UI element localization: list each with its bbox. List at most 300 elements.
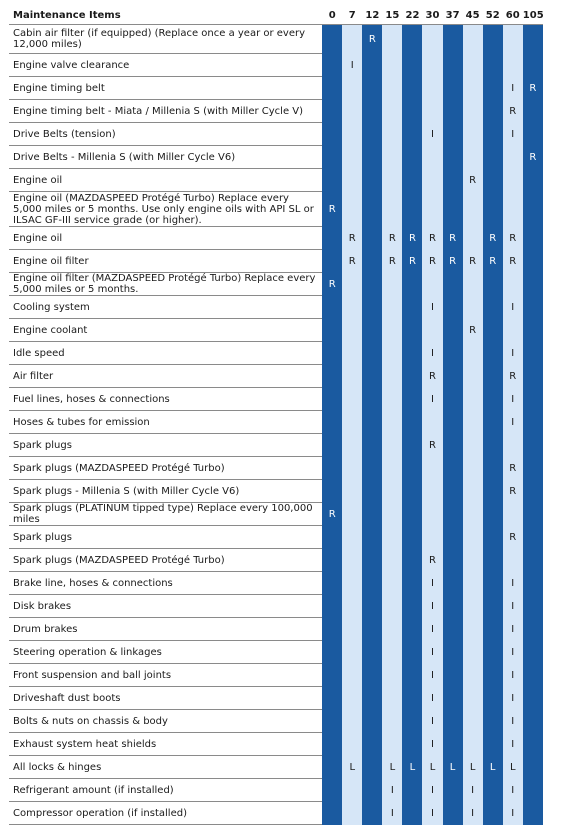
schedule-cell	[362, 549, 382, 572]
schedule-cell	[523, 572, 543, 595]
maintenance-item-label: Compressor operation (if installed)	[9, 802, 322, 825]
schedule-cell	[443, 687, 463, 710]
schedule-cell: I	[503, 342, 523, 365]
schedule-cell	[362, 779, 382, 802]
schedule-cell	[402, 411, 422, 434]
maintenance-schedule-table	[9, 6, 543, 825]
schedule-cell	[322, 526, 342, 549]
schedule-cell	[523, 250, 543, 273]
maintenance-item-label: Air filter	[9, 365, 322, 388]
schedule-cell	[382, 411, 402, 434]
schedule-cell	[342, 273, 362, 296]
schedule-cell	[422, 503, 442, 526]
header-interval-4: 22	[402, 6, 422, 25]
schedule-cell	[523, 480, 543, 503]
schedule-cell	[402, 365, 422, 388]
table-body	[9, 25, 543, 825]
schedule-cell: R	[422, 365, 442, 388]
schedule-cell: I	[422, 123, 442, 146]
schedule-cell	[523, 756, 543, 779]
schedule-cell: R	[402, 227, 422, 250]
schedule-cell	[443, 25, 463, 54]
maintenance-item-label: Brake line, hoses & connections	[9, 572, 322, 595]
schedule-cell	[402, 100, 422, 123]
schedule-cell: R	[382, 250, 402, 273]
schedule-cell: I	[422, 595, 442, 618]
schedule-cell: I	[503, 618, 523, 641]
schedule-cell	[443, 319, 463, 342]
maintenance-item-label: Engine oil	[9, 227, 322, 250]
schedule-cell: I	[422, 388, 442, 411]
schedule-cell	[483, 549, 503, 572]
table-row	[9, 710, 543, 733]
schedule-cell	[402, 733, 422, 756]
schedule-cell: R	[503, 457, 523, 480]
schedule-cell	[342, 802, 362, 825]
table-row	[9, 618, 543, 641]
schedule-cell	[342, 572, 362, 595]
schedule-cell	[523, 319, 543, 342]
schedule-cell	[402, 618, 422, 641]
schedule-cell	[342, 192, 362, 227]
maintenance-item-label: Exhaust system heat shields	[9, 733, 322, 756]
schedule-cell: I	[503, 664, 523, 687]
schedule-cell	[443, 365, 463, 388]
schedule-cell	[402, 802, 422, 825]
header-interval-7: 45	[463, 6, 483, 25]
schedule-cell	[523, 100, 543, 123]
schedule-cell	[463, 411, 483, 434]
schedule-cell	[382, 100, 402, 123]
schedule-cell	[322, 296, 342, 319]
schedule-cell	[443, 146, 463, 169]
table-row	[9, 319, 543, 342]
schedule-cell	[322, 319, 342, 342]
schedule-cell	[382, 480, 402, 503]
schedule-cell	[483, 100, 503, 123]
maintenance-item-label: Steering operation & linkages	[9, 641, 322, 664]
schedule-cell: L	[422, 756, 442, 779]
maintenance-item-label: Refrigerant amount (if installed)	[9, 779, 322, 802]
schedule-cell	[382, 595, 402, 618]
schedule-cell	[523, 457, 543, 480]
maintenance-item-label: Spark plugs (MAZDASPEED Protégé Turbo)	[9, 457, 322, 480]
table-row	[9, 192, 543, 227]
schedule-cell: R	[523, 146, 543, 169]
maintenance-item-label: Front suspension and ball joints	[9, 664, 322, 687]
schedule-cell	[463, 480, 483, 503]
schedule-cell	[362, 77, 382, 100]
schedule-cell	[523, 434, 543, 457]
schedule-cell: I	[422, 664, 442, 687]
schedule-cell	[443, 802, 463, 825]
schedule-cell: L	[503, 756, 523, 779]
schedule-cell	[463, 77, 483, 100]
maintenance-item-label: Driveshaft dust boots	[9, 687, 322, 710]
schedule-cell	[342, 296, 362, 319]
table-row	[9, 388, 543, 411]
schedule-cell: I	[463, 802, 483, 825]
schedule-cell: I	[422, 618, 442, 641]
schedule-cell	[483, 457, 503, 480]
schedule-cell	[342, 25, 362, 54]
schedule-cell	[362, 618, 382, 641]
schedule-cell	[382, 54, 402, 77]
schedule-cell	[362, 756, 382, 779]
table-row	[9, 146, 543, 169]
schedule-cell	[362, 169, 382, 192]
schedule-cell	[422, 146, 442, 169]
schedule-cell	[523, 526, 543, 549]
schedule-cell	[382, 549, 402, 572]
schedule-cell	[382, 296, 402, 319]
schedule-cell	[382, 434, 402, 457]
schedule-cell	[483, 779, 503, 802]
schedule-cell: L	[483, 756, 503, 779]
maintenance-item-label: Idle speed	[9, 342, 322, 365]
header-interval-10: 105	[523, 6, 543, 25]
schedule-cell	[523, 192, 543, 227]
schedule-cell	[483, 526, 503, 549]
schedule-cell	[503, 192, 523, 227]
header-row	[9, 6, 543, 25]
maintenance-item-label: All locks & hinges	[9, 756, 322, 779]
schedule-cell	[503, 273, 523, 296]
schedule-cell	[382, 146, 402, 169]
schedule-cell	[382, 25, 402, 54]
schedule-cell: I	[503, 733, 523, 756]
schedule-cell	[443, 664, 463, 687]
schedule-cell	[443, 572, 463, 595]
schedule-cell	[342, 641, 362, 664]
schedule-cell	[483, 687, 503, 710]
header-interval-2: 12	[362, 6, 382, 25]
schedule-cell	[422, 25, 442, 54]
schedule-cell: I	[382, 779, 402, 802]
schedule-cell	[402, 480, 422, 503]
schedule-cell	[382, 319, 402, 342]
schedule-cell	[463, 503, 483, 526]
schedule-cell	[362, 434, 382, 457]
schedule-cell	[322, 25, 342, 54]
header-interval-8: 52	[483, 6, 503, 25]
schedule-cell	[362, 733, 382, 756]
schedule-cell	[443, 77, 463, 100]
schedule-cell	[382, 388, 402, 411]
schedule-cell: I	[503, 77, 523, 100]
header-interval-5: 30	[422, 6, 442, 25]
schedule-cell	[463, 526, 483, 549]
maintenance-item-label: Engine timing belt	[9, 77, 322, 100]
schedule-cell	[463, 595, 483, 618]
schedule-cell: I	[503, 779, 523, 802]
maintenance-item-label: Drum brakes	[9, 618, 322, 641]
schedule-cell	[483, 503, 503, 526]
schedule-cell	[503, 549, 523, 572]
table-row	[9, 572, 543, 595]
schedule-cell	[362, 192, 382, 227]
schedule-cell	[483, 365, 503, 388]
table-row	[9, 342, 543, 365]
schedule-cell	[342, 664, 362, 687]
schedule-cell	[422, 480, 442, 503]
maintenance-item-label: Spark plugs	[9, 526, 322, 549]
schedule-cell	[322, 710, 342, 733]
table-row	[9, 549, 543, 572]
schedule-cell	[523, 296, 543, 319]
schedule-cell	[322, 618, 342, 641]
table-row	[9, 664, 543, 687]
schedule-cell	[342, 77, 362, 100]
schedule-cell: I	[503, 123, 523, 146]
schedule-cell: R	[503, 365, 523, 388]
schedule-cell	[523, 227, 543, 250]
schedule-cell	[322, 802, 342, 825]
schedule-cell: I	[422, 710, 442, 733]
schedule-cell: R	[463, 250, 483, 273]
schedule-cell	[483, 25, 503, 54]
schedule-cell	[443, 733, 463, 756]
schedule-cell	[463, 100, 483, 123]
schedule-cell: I	[422, 641, 442, 664]
schedule-cell	[503, 54, 523, 77]
schedule-cell	[362, 572, 382, 595]
schedule-cell	[362, 54, 382, 77]
table-row	[9, 123, 543, 146]
schedule-cell: I	[503, 710, 523, 733]
schedule-cell	[322, 572, 342, 595]
table-row	[9, 756, 543, 779]
schedule-cell: I	[503, 411, 523, 434]
schedule-cell	[483, 595, 503, 618]
schedule-cell	[322, 77, 342, 100]
schedule-cell	[342, 549, 362, 572]
schedule-cell	[443, 54, 463, 77]
schedule-cell	[523, 411, 543, 434]
schedule-cell	[402, 457, 422, 480]
schedule-cell	[463, 123, 483, 146]
schedule-cell	[402, 687, 422, 710]
maintenance-item-label: Spark plugs - Millenia S (with Miller Cycle V6)	[9, 480, 322, 503]
schedule-cell	[342, 733, 362, 756]
schedule-cell	[362, 250, 382, 273]
header-interval-6: 37	[443, 6, 463, 25]
header-maintenance-items: Maintenance Items	[9, 6, 322, 25]
schedule-cell	[322, 227, 342, 250]
maintenance-item-label: Engine coolant	[9, 319, 322, 342]
table-row	[9, 687, 543, 710]
table-row	[9, 779, 543, 802]
schedule-cell	[362, 411, 382, 434]
maintenance-item-label: Bolts & nuts on chassis & body	[9, 710, 322, 733]
schedule-cell	[443, 192, 463, 227]
maintenance-item-label: Engine valve clearance	[9, 54, 322, 77]
schedule-cell: I	[342, 54, 362, 77]
schedule-cell: I	[422, 572, 442, 595]
schedule-cell: R	[503, 526, 523, 549]
schedule-cell: R	[342, 227, 362, 250]
schedule-cell	[523, 342, 543, 365]
schedule-cell	[382, 710, 402, 733]
table-row	[9, 411, 543, 434]
table-row	[9, 250, 543, 273]
schedule-cell	[402, 192, 422, 227]
schedule-cell: I	[503, 802, 523, 825]
schedule-cell: R	[422, 227, 442, 250]
schedule-cell	[463, 273, 483, 296]
schedule-cell: I	[503, 595, 523, 618]
schedule-cell: I	[503, 296, 523, 319]
schedule-cell	[342, 342, 362, 365]
schedule-cell	[463, 572, 483, 595]
schedule-cell	[422, 100, 442, 123]
schedule-cell	[402, 595, 422, 618]
schedule-cell	[402, 123, 422, 146]
schedule-cell	[402, 146, 422, 169]
schedule-cell	[362, 641, 382, 664]
schedule-cell	[443, 503, 463, 526]
schedule-cell	[342, 503, 362, 526]
schedule-cell	[443, 123, 463, 146]
schedule-cell	[342, 319, 362, 342]
schedule-cell	[402, 169, 422, 192]
schedule-cell: I	[422, 342, 442, 365]
schedule-cell	[382, 77, 402, 100]
schedule-cell	[342, 100, 362, 123]
schedule-cell	[362, 503, 382, 526]
table-row	[9, 802, 543, 825]
schedule-cell	[362, 457, 382, 480]
schedule-cell	[382, 365, 402, 388]
schedule-cell	[523, 169, 543, 192]
table-row	[9, 641, 543, 664]
schedule-cell	[422, 169, 442, 192]
table-row	[9, 733, 543, 756]
schedule-cell	[322, 54, 342, 77]
schedule-cell	[342, 388, 362, 411]
schedule-cell	[443, 526, 463, 549]
schedule-cell: R	[443, 250, 463, 273]
schedule-cell: I	[503, 641, 523, 664]
maintenance-item-label: Engine oil filter	[9, 250, 322, 273]
schedule-cell: R	[322, 273, 342, 296]
schedule-cell	[463, 641, 483, 664]
maintenance-item-label: Fuel lines, hoses & connections	[9, 388, 322, 411]
schedule-cell	[382, 169, 402, 192]
schedule-cell	[463, 296, 483, 319]
schedule-cell	[322, 641, 342, 664]
schedule-cell	[483, 802, 503, 825]
schedule-cell	[342, 526, 362, 549]
schedule-cell	[422, 526, 442, 549]
schedule-cell	[322, 779, 342, 802]
maintenance-item-label: Engine oil (MAZDASPEED Protégé Turbo) Replace every 5,000 miles or 5 months. Use only engine oils with API SL or ILSAC GF-III service grade (or higher).	[9, 192, 322, 227]
schedule-cell	[463, 549, 483, 572]
schedule-cell: R	[503, 227, 523, 250]
schedule-cell	[382, 526, 402, 549]
schedule-cell: I	[422, 687, 442, 710]
schedule-cell	[523, 549, 543, 572]
schedule-cell: I	[503, 687, 523, 710]
schedule-cell	[362, 480, 382, 503]
schedule-cell	[402, 549, 422, 572]
schedule-cell	[463, 192, 483, 227]
schedule-cell	[322, 123, 342, 146]
schedule-cell	[463, 25, 483, 54]
schedule-cell	[402, 77, 422, 100]
header-interval-1: 7	[342, 6, 362, 25]
schedule-cell	[443, 779, 463, 802]
schedule-cell	[443, 641, 463, 664]
maintenance-item-label: Cabin air filter (if equipped) (Replace once a year or every 12,000 miles)	[9, 25, 322, 54]
schedule-cell	[463, 664, 483, 687]
schedule-cell	[483, 169, 503, 192]
schedule-cell	[322, 457, 342, 480]
maintenance-item-label: Spark plugs (PLATINUM tipped type) Replace every 100,000 miles	[9, 503, 322, 526]
schedule-cell	[443, 710, 463, 733]
schedule-cell	[463, 146, 483, 169]
schedule-cell	[463, 733, 483, 756]
table-row	[9, 434, 543, 457]
schedule-cell	[463, 687, 483, 710]
schedule-cell: L	[402, 756, 422, 779]
schedule-cell	[382, 192, 402, 227]
schedule-cell	[322, 733, 342, 756]
schedule-cell	[503, 25, 523, 54]
schedule-cell	[463, 618, 483, 641]
schedule-cell	[362, 388, 382, 411]
schedule-cell	[322, 549, 342, 572]
schedule-cell: R	[342, 250, 362, 273]
schedule-cell	[322, 756, 342, 779]
schedule-cell: L	[342, 756, 362, 779]
schedule-cell	[382, 641, 402, 664]
schedule-cell: I	[422, 802, 442, 825]
schedule-cell	[322, 687, 342, 710]
schedule-cell	[463, 365, 483, 388]
schedule-cell	[382, 572, 402, 595]
schedule-cell: L	[443, 756, 463, 779]
schedule-cell	[523, 123, 543, 146]
schedule-cell	[463, 227, 483, 250]
schedule-cell	[422, 54, 442, 77]
maintenance-item-label: Engine oil filter (MAZDASPEED Protégé Turbo) Replace every 5,000 miles or 5 months.	[9, 273, 322, 296]
schedule-cell	[402, 641, 422, 664]
schedule-cell: L	[382, 756, 402, 779]
schedule-cell	[322, 480, 342, 503]
schedule-cell	[342, 618, 362, 641]
schedule-cell	[382, 687, 402, 710]
schedule-cell	[342, 434, 362, 457]
schedule-cell	[463, 54, 483, 77]
schedule-cell	[342, 480, 362, 503]
schedule-cell	[523, 733, 543, 756]
header-interval-0: 0	[322, 6, 342, 25]
schedule-cell: R	[483, 250, 503, 273]
schedule-cell: I	[463, 779, 483, 802]
schedule-cell	[443, 618, 463, 641]
table-row	[9, 480, 543, 503]
schedule-cell	[362, 227, 382, 250]
schedule-cell	[322, 388, 342, 411]
schedule-cell	[483, 319, 503, 342]
schedule-cell	[402, 54, 422, 77]
schedule-cell	[443, 100, 463, 123]
schedule-cell	[402, 710, 422, 733]
schedule-cell	[503, 434, 523, 457]
schedule-cell	[443, 342, 463, 365]
schedule-cell: R	[503, 480, 523, 503]
